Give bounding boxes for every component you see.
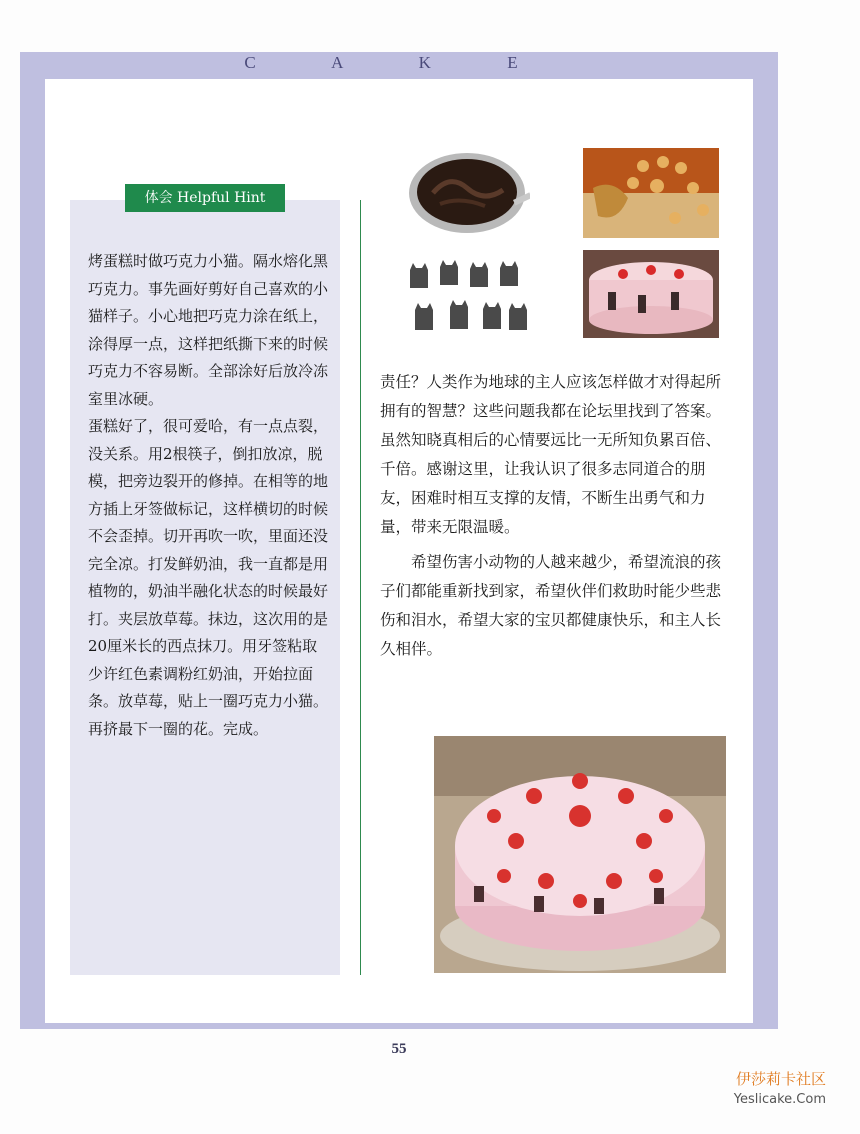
hint-text: 烤蛋糕时做巧克力小猫。隔水熔化黑巧克力。事先画好剪好自己喜欢的小猫样子。小心地把巧克力涂在纸上，涂得厚一点，这样把纸撕下来的时候巧克力不容易断。全部涂好后放冷冻室里冰硬。 蛋糕好了，很可爱哈，有一点点裂，没关系。用2根筷子，倒扣放凉，脱模，把旁边裂开的修掉。在相等的地方插上牙签做标记，这样横切的时候不会歪掉。切开再吹一吹，里面还没完全凉。打发鲜奶油，我一直都是用植物的，奶油半融化状态的时候最好打。夹层放草莓。抹边，这次用的是20厘米长的西点抹刀。用牙签粘取少许红色素调粉红奶油，开始拉面条。放草莓，贴上一圈巧克力小猫。再挤最下一圈的花。完成。 (88, 252, 329, 738)
body-paragraph-1: 责任？人类作为地球的主人应该怎样做才对得起所拥有的智慧？这些问题我都在论坛里找到了答案。虽然知晓真相后的心情要远比一无所知负累百倍、千倍。感谢这里，让我认识了很多志同道合的朋友，困难时相互支撑的友情，不断生出勇气和力量，带来无限温暖。 (380, 373, 722, 536)
body-text (380, 368, 730, 664)
watermark-cn: 伊莎莉卡社区 (735, 1070, 826, 1088)
chocolate-cats-photo (405, 255, 535, 340)
page-number: 55 (391, 1041, 407, 1057)
body-paragraph-2: 希望伤害小动物的人越来越少，希望流浪的孩子们都能重新找到家，希望伙伴们救助时能少些悲伤和泪水，希望大家的宝贝都健康快乐，和主人长久相伴。 (380, 553, 722, 658)
watermark-en: Yeslicake.Com (733, 1092, 826, 1107)
column-divider (360, 200, 361, 975)
melted-chocolate-photo (405, 148, 530, 238)
strawberry-cake-photo (434, 736, 726, 973)
small-cake-photo (583, 250, 719, 338)
section-title: C A K E (244, 53, 554, 72)
chocolate-pieces-photo (583, 148, 719, 238)
hint-tag: 体会 Helpful Hint (125, 184, 285, 212)
